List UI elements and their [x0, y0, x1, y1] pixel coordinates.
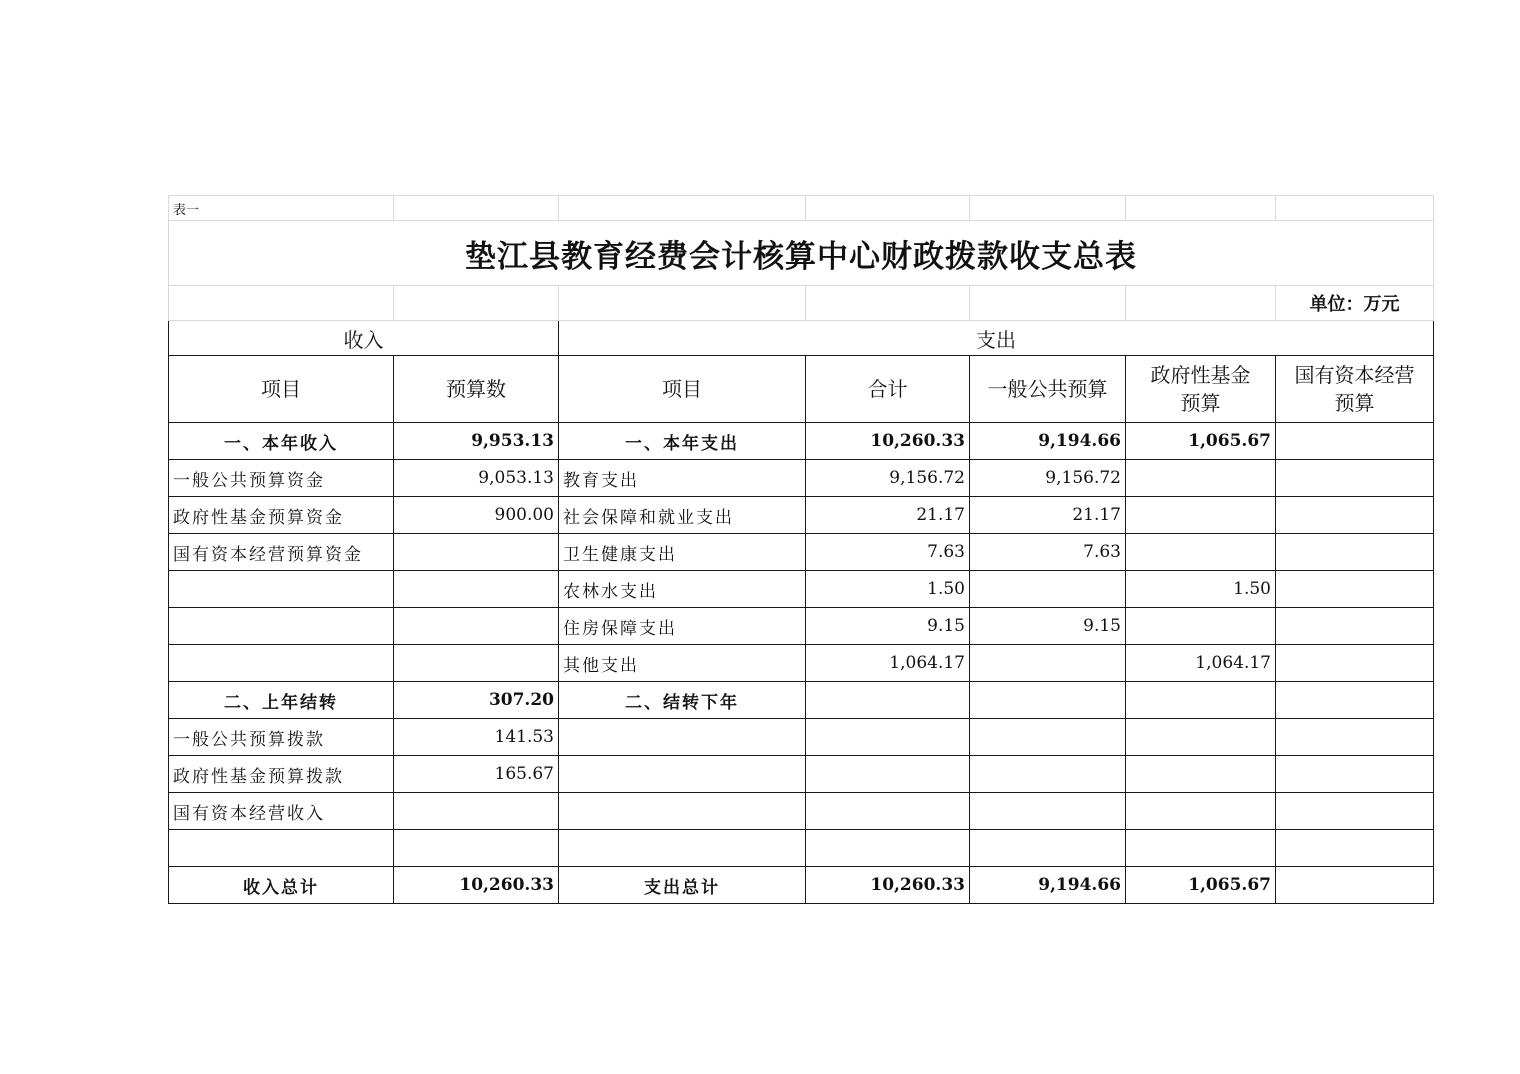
cell-expense-item	[559, 719, 806, 756]
cell-gov-fund	[1126, 719, 1276, 756]
cell-income-budget	[394, 830, 559, 867]
cell-expense-item: 二、结转下年	[559, 682, 806, 719]
page-title: 垫江县教育经费会计核算中心财政拨款收支总表	[169, 221, 1434, 286]
cell-expense-item: 支出总计	[559, 867, 806, 904]
cell-income-item: 一般公共预算资金	[169, 460, 394, 497]
cell-income-budget	[394, 571, 559, 608]
cell-gov-fund: 1,065.67	[1126, 867, 1276, 904]
table-row	[169, 645, 1434, 682]
cell-expense-item: 农林水支出	[559, 571, 806, 608]
cell-state-capital	[1276, 497, 1434, 534]
cell-income-budget: 165.67	[394, 756, 559, 793]
cell-general	[970, 830, 1126, 867]
cell-state-capital	[1276, 423, 1434, 460]
cell-expense-item: 一、本年支出	[559, 423, 806, 460]
table-row	[169, 793, 1434, 830]
cell-income-item: 一般公共预算拨款	[169, 719, 394, 756]
col-income-item: 项目	[169, 356, 394, 423]
cell-income-budget	[394, 793, 559, 830]
cell-state-capital	[1276, 793, 1434, 830]
cell-expense-item: 教育支出	[559, 460, 806, 497]
cell-gov-fund: 1,065.67	[1126, 423, 1276, 460]
cell-gov-fund	[1126, 608, 1276, 645]
section-row	[169, 423, 1434, 460]
cell-general	[970, 645, 1126, 682]
cell-general	[970, 682, 1126, 719]
cell-gov-fund	[1126, 756, 1276, 793]
cell-income-item: 政府性基金预算资金	[169, 497, 394, 534]
cell-total: 10,260.33	[806, 423, 970, 460]
income-group-header: 收入	[169, 321, 559, 356]
table-row	[169, 756, 1434, 793]
cell-income-budget	[394, 608, 559, 645]
column-header-row	[169, 356, 1434, 423]
cell-expense-item: 社会保障和就业支出	[559, 497, 806, 534]
cell-state-capital	[1276, 534, 1434, 571]
cell-general	[970, 756, 1126, 793]
col-general-budget: 一般公共预算	[970, 356, 1126, 423]
cell-total: 1,064.17	[806, 645, 970, 682]
cell-income-item	[169, 571, 394, 608]
cell-income-item: 二、上年结转	[169, 682, 394, 719]
table-label-row	[169, 196, 1434, 221]
cell-state-capital	[1276, 571, 1434, 608]
cell-income-item: 国有资本经营收入	[169, 793, 394, 830]
cell-state-capital	[1276, 830, 1434, 867]
cell-income-item: 政府性基金预算拨款	[169, 756, 394, 793]
cell-general: 9.15	[970, 608, 1126, 645]
cell-general: 9,194.66	[970, 867, 1126, 904]
cell-income-budget	[394, 645, 559, 682]
table-row	[169, 497, 1434, 534]
table-row	[169, 608, 1434, 645]
cell-expense-item: 住房保障支出	[559, 608, 806, 645]
cell-total: 21.17	[806, 497, 970, 534]
cell-general	[970, 571, 1126, 608]
cell-expense-item: 其他支出	[559, 645, 806, 682]
cell-income-budget: 900.00	[394, 497, 559, 534]
cell-total	[806, 793, 970, 830]
cell-gov-fund	[1126, 460, 1276, 497]
cell-income-budget: 141.53	[394, 719, 559, 756]
table-row	[169, 830, 1434, 867]
cell-state-capital	[1276, 460, 1434, 497]
finance-summary-table	[168, 195, 1434, 904]
cell-total	[806, 830, 970, 867]
cell-income-item	[169, 608, 394, 645]
col-total: 合计	[806, 356, 970, 423]
group-header-row	[169, 321, 1434, 356]
cell-expense-item	[559, 793, 806, 830]
cell-income-item	[169, 830, 394, 867]
cell-general	[970, 793, 1126, 830]
cell-income-budget: 307.20	[394, 682, 559, 719]
cell-total	[806, 756, 970, 793]
cell-gov-fund	[1126, 793, 1276, 830]
col-state-capital-budget: 国有资本经营 预算	[1276, 356, 1434, 423]
table-row	[169, 719, 1434, 756]
unit-label: 单位：万元	[1276, 286, 1434, 321]
cell-total: 10,260.33	[806, 867, 970, 904]
cell-expense-item	[559, 830, 806, 867]
cell-total: 1.50	[806, 571, 970, 608]
cell-general: 9,194.66	[970, 423, 1126, 460]
cell-income-item: 一、本年收入	[169, 423, 394, 460]
section-row	[169, 682, 1434, 719]
cell-income-budget: 10,260.33	[394, 867, 559, 904]
col-income-budget: 预算数	[394, 356, 559, 423]
section-row	[169, 867, 1434, 904]
finance-summary-sheet	[168, 195, 1433, 904]
table-label: 表一	[169, 196, 394, 221]
cell-state-capital	[1276, 608, 1434, 645]
col-expense-item: 项目	[559, 356, 806, 423]
cell-general: 7.63	[970, 534, 1126, 571]
cell-total	[806, 719, 970, 756]
table-row	[169, 460, 1434, 497]
cell-income-budget	[394, 534, 559, 571]
cell-expense-item: 卫生健康支出	[559, 534, 806, 571]
unit-row	[169, 286, 1434, 321]
cell-total	[806, 682, 970, 719]
expense-group-header: 支出	[559, 321, 1434, 356]
cell-income-budget: 9,953.13	[394, 423, 559, 460]
cell-gov-fund: 1.50	[1126, 571, 1276, 608]
table-row	[169, 534, 1434, 571]
table-row	[169, 571, 1434, 608]
title-row	[169, 221, 1434, 286]
cell-general: 9,156.72	[970, 460, 1126, 497]
cell-gov-fund	[1126, 830, 1276, 867]
cell-state-capital	[1276, 756, 1434, 793]
cell-state-capital	[1276, 719, 1434, 756]
cell-income-budget: 9,053.13	[394, 460, 559, 497]
cell-gov-fund: 1,064.17	[1126, 645, 1276, 682]
cell-income-item: 收入总计	[169, 867, 394, 904]
cell-expense-item	[559, 756, 806, 793]
cell-total: 9,156.72	[806, 460, 970, 497]
cell-general: 21.17	[970, 497, 1126, 534]
cell-state-capital	[1276, 645, 1434, 682]
cell-total: 7.63	[806, 534, 970, 571]
cell-gov-fund	[1126, 682, 1276, 719]
cell-state-capital	[1276, 682, 1434, 719]
cell-general	[970, 719, 1126, 756]
col-gov-fund-budget: 政府性基金 预算	[1126, 356, 1276, 423]
cell-income-item: 国有资本经营预算资金	[169, 534, 394, 571]
cell-gov-fund	[1126, 534, 1276, 571]
cell-state-capital	[1276, 867, 1434, 904]
cell-income-item	[169, 645, 394, 682]
cell-gov-fund	[1126, 497, 1276, 534]
cell-total: 9.15	[806, 608, 970, 645]
